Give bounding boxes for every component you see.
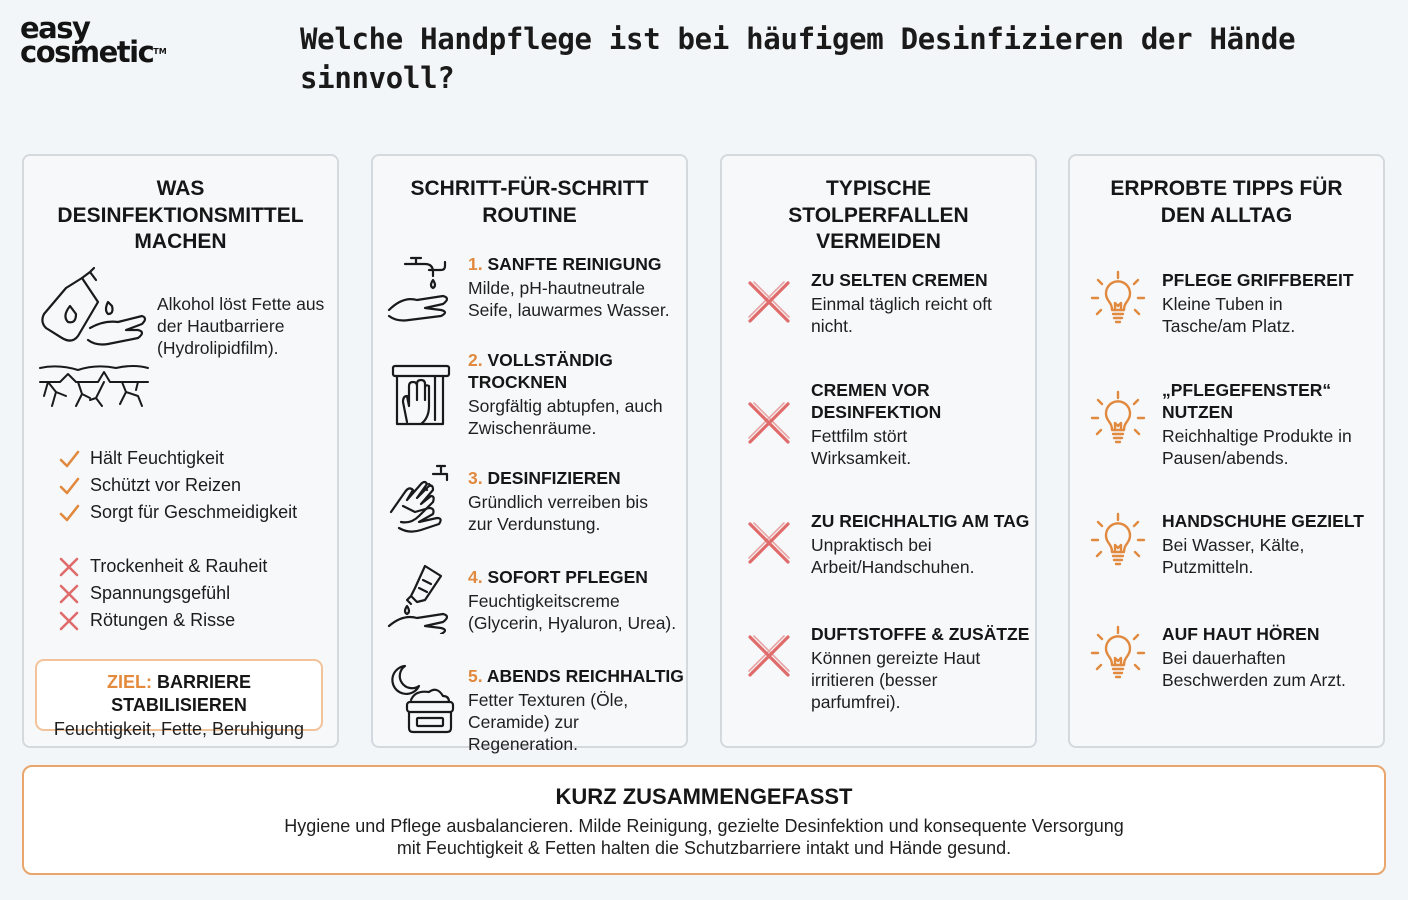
tip-text: Reichhaltige Produkte in Pausen/abends. xyxy=(1162,426,1352,468)
faucet-hand-icon xyxy=(385,250,457,322)
cross-icon xyxy=(746,520,792,566)
pitfall-text: Können gereizte Haut irritieren (besser parfumfrei). xyxy=(811,648,981,712)
card-stolperfallen xyxy=(720,154,1037,748)
brand-logo xyxy=(20,11,190,69)
lightbulb-icon xyxy=(1088,510,1148,574)
lightbulb-icon xyxy=(1088,388,1148,452)
card-title: SCHRITT-FÜR-SCHRITT ROUTINE xyxy=(410,177,649,227)
pitfall-text: Einmal täglich reicht oft nicht. xyxy=(811,294,992,336)
goal-prefix: ZIEL: xyxy=(106,672,152,692)
step-title: 1. SANFTE REINIGUNG xyxy=(468,254,662,274)
intro-text: Alkohol löst Fette aus der Hautbarriere (Hydrolipidfilm). xyxy=(157,294,325,358)
benefit-item: Schützt vor Reizen xyxy=(90,475,242,495)
benefit-item: Sorgt für Geschmeidigkeit xyxy=(90,502,298,522)
pitfall-title: ZU REICHHALTIG AM TAG xyxy=(811,511,1030,531)
summary-text xyxy=(24,815,1384,859)
cross-icon xyxy=(58,583,80,605)
tip-text: Kleine Tuben in Tasche/am Platz. xyxy=(1162,294,1296,336)
tip-title: „PFLEGEFENSTER“ NUTZEN xyxy=(1162,380,1332,422)
pitfall-title: DUFTSTOFFE & ZUSÄTZE xyxy=(811,624,1030,644)
card-routine xyxy=(371,154,688,754)
cross-icon xyxy=(58,556,80,578)
step-title: 2. VOLLSTÄNDIG TROCKNEN xyxy=(468,350,613,392)
rubbing-hands-icon xyxy=(385,462,457,534)
towel-hand-icon xyxy=(385,362,457,432)
moon-cream-jar-icon xyxy=(385,662,457,734)
step-text: Sorgfältig abtupfen, auch Zwischenräume. xyxy=(468,396,663,438)
step-title: 4. SOFORT PFLEGEN xyxy=(468,567,648,587)
card-title: WAS DESINFEKTIONSMITTEL MACHEN xyxy=(57,177,304,253)
card-title: TYPISCHE STOLPERFALLEN VERMEIDEN xyxy=(788,177,969,253)
tip-title: AUF HAUT HÖREN xyxy=(1162,624,1320,644)
cross-icon xyxy=(746,633,792,679)
step-text: Fetter Texturen (Öle, Ceramide) zur Regeneration. xyxy=(468,690,629,754)
cracked-skin-icon xyxy=(38,362,150,410)
lightbulb-icon xyxy=(1088,623,1148,687)
tip-text: Bei dauerhaften Beschwerden zum Arzt. xyxy=(1162,648,1346,690)
summary-box xyxy=(22,765,1386,875)
cross-icon xyxy=(746,279,792,325)
goal-box xyxy=(35,659,323,739)
trademark: TM xyxy=(153,47,167,56)
cross-icon xyxy=(746,400,792,446)
check-icon xyxy=(58,448,80,470)
logo-line-1: easy xyxy=(20,11,90,45)
pitfall-text: Unpraktisch bei Arbeit/Handschuhen. xyxy=(811,535,975,577)
step-title: 5. ABENDS REICHHALTIG xyxy=(468,666,684,686)
tip-title: PFLEGE GRIFFBEREIT xyxy=(1162,270,1354,290)
step-text: Milde, pH-hautneutrale Seife, lauwarmes Wasser. xyxy=(468,278,670,320)
card-desinfektion xyxy=(22,154,339,748)
check-icon xyxy=(58,502,80,524)
summary-line-1: Hygiene und Pflege ausbalancieren. Milde Reinigung, gezielte Desinfektion und konsequente Versorgung xyxy=(284,816,1124,836)
tip-title: HANDSCHUHE GEZIELT xyxy=(1162,511,1364,531)
card-tipps xyxy=(1068,154,1385,748)
lightbulb-icon xyxy=(1088,268,1148,332)
cream-tube-icon xyxy=(385,562,457,634)
step-title: 3. DESINFIZIEREN xyxy=(468,468,621,488)
summary-title: KURZ ZUSAMMENGEFASST xyxy=(555,784,853,809)
summary-line-2: mit Feuchtigkeit & Fetten halten die Schutzbarriere intakt und Hände gesund. xyxy=(396,838,1012,858)
pitfall-text: Fettfilm stört Wirksamkeit. xyxy=(811,426,912,468)
goal-title: ZIEL: BARRIERE STABILISIEREN xyxy=(106,672,252,715)
benefit-item: Hält Feuchtigkeit xyxy=(90,448,225,468)
card-title: ERPROBTE TIPPS FÜR DEN ALLTAG xyxy=(1110,177,1343,227)
problem-item: Rötungen & Risse xyxy=(90,610,236,630)
tip-text: Bei Wasser, Kälte, Putzmitteln. xyxy=(1162,535,1305,577)
pitfall-title: ZU SELTEN CREMEN xyxy=(811,270,988,290)
problem-item: Trockenheit & Rauheit xyxy=(90,556,268,576)
goal-text: Feuchtigkeit, Fette, Beruhigung xyxy=(53,719,305,739)
step-text: Gründlich verreiben bis zur Verdunstung. xyxy=(468,492,648,534)
step-text: Feuchtigkeitscreme (Glycerin, Hyaluron, Urea). xyxy=(468,591,677,633)
sanitizer-bottle-icon xyxy=(38,266,150,354)
problem-item: Spannungsgefühl xyxy=(90,583,231,603)
logo-line-2: cosmetic™ xyxy=(20,35,167,69)
pitfall-title: CREMEN VOR DESINFEKTION xyxy=(811,380,942,422)
cross-icon xyxy=(58,610,80,632)
check-icon xyxy=(58,475,80,497)
page-title: Welche Handpflege ist bei häufigem Desinfizieren der Hände sinnvoll? xyxy=(300,22,1296,95)
